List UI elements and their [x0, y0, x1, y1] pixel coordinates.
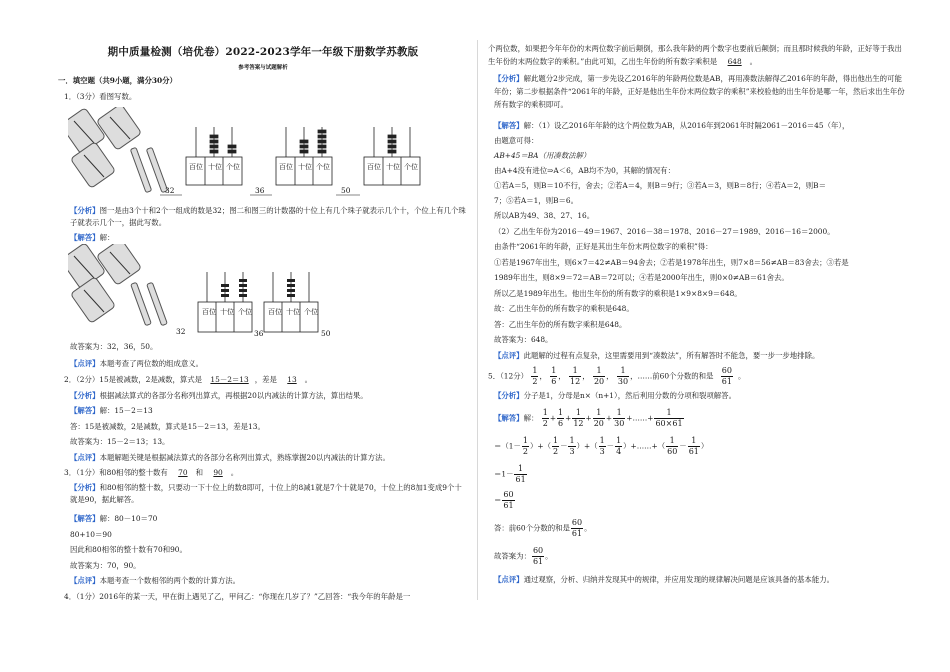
- q1-blank-3: 50: [341, 186, 351, 195]
- q5-comment: 【点评】通过观察，分析、归纳并发现其中的规律，并应用发现的规律解决问题是应该具备的基本能力。: [494, 575, 834, 584]
- q1-analysis: 【分析】图一是由3个十和2个一组成的数是32；图二和图三的计数器的十位上有几个珠子就表示几个十，个位上有几个珠子就表示几个一，据此写数。: [70, 206, 466, 228]
- q5-fraction: $\frac{1}{30}$: [617, 366, 629, 386]
- q4-solution-11: 1989年出生，则8×9＝72＝AB＝72可以；④若是2000年出生，则0×0≠AB＝61舍去。: [494, 273, 789, 282]
- abacus-1: [186, 127, 242, 185]
- q4-comment: 【点评】此题解的过程有点复杂，这里需要用到“凑数法”，所有解答时不能急，要一步一步地排除。: [494, 351, 820, 360]
- abacus-label: 十位: [208, 163, 222, 171]
- q1-blank-1: 32: [165, 186, 175, 195]
- q5-fraction: $\frac{1}{12}$: [570, 366, 581, 386]
- q3-solution-4: 故答案为：70，90。: [70, 561, 141, 570]
- q3-solution-2: 80+10＝90: [70, 530, 112, 539]
- q4-solution-4: 由A+4没有进位⇒A＜6，AB均不为0，其解的情况有：: [494, 166, 675, 175]
- q1-figure: [68, 107, 468, 202]
- q4-solution-10: ①若是1967年出生，则6×7＝42≠AB＝94舍去；②若是1978年出生，则7×8＝56≠AB＝83舍去；③若是: [494, 258, 849, 267]
- abacus-label: 十位: [286, 308, 300, 316]
- q3-blank-2: 90: [213, 468, 223, 477]
- q2-blank-1: 15－2＝13: [210, 375, 249, 384]
- page-title: 期中质量检测（培优卷）2022-2023学年一年级下册数学苏教版: [107, 46, 419, 58]
- analysis-tag: 【分析】: [70, 206, 100, 215]
- q1-solution: 【解答】解：: [70, 233, 115, 242]
- q4-stem-continued: 个两位数，如果把今年年份的末两位数字前后颠倒，那么我年龄的两个数字也要前后颠倒；而且那时候我的年龄，正好等于我出生年份的末两位数字的乘积。”由此可知，乙出生年份的所有数字乘积是 648 。: [488, 44, 902, 66]
- q3-stem: 3．（1分）和80相邻的整十数有 70 和 90 。: [64, 468, 239, 477]
- abacus-3: [364, 127, 420, 185]
- abacus-label: 个位: [226, 163, 240, 171]
- q1-solution-value-3: 50: [321, 329, 331, 338]
- q4-solution-5: ①若A＝5，则B＝10不行，舍去；②若A＝4，则B＝9行；③若A＝3，则B＝8行；④若A＝2，则B＝: [494, 181, 826, 190]
- q5-solution-step-c: ＝1－ $\frac{1}{61}$: [494, 464, 526, 484]
- column-divider: [477, 40, 478, 600]
- q5-fraction: $\frac{1}{2}$: [532, 366, 538, 386]
- abacus-label: 百位: [268, 308, 282, 316]
- q3-analysis: 【分析】和80相邻的整十数，只要动一下十位上的数8即可，十位上的8减1就是7个十就是70，十位上的8加1变成9个十就是90，据此解答。: [70, 483, 462, 505]
- q4-solution-2: 由题意可得：: [494, 136, 539, 145]
- q4-solution-1: 【解答】解：（1）设乙2016年年龄的这个两位数为AB，从2016年到2061年时隔2061－2016＝45（年），: [494, 121, 850, 130]
- abacus-label: 百位: [367, 163, 381, 171]
- abacus-label: 百位: [189, 163, 203, 171]
- q2-solution-1: 【解答】解：15－2＝13: [70, 406, 153, 415]
- q2-stem: 2．（2分）15是被减数，2是减数，算式是 15－2＝13 ，差是 13 。: [64, 375, 313, 384]
- abacus-label: 个位: [404, 163, 418, 171]
- q4-analysis: 【分析】解此题分2步完成，第一步先设乙2016年的年龄两位数是AB，再用凑数法解得乙2016年的年龄，得出他出生的可能年份；第二步根据条件“2061年的年龄，正好是他出生年份末两位数字的乘积”来校验他的出生年份是哪一年，然后求出生年份所有数字的乘积即可。: [494, 74, 905, 109]
- q2-blank-2: 13: [287, 375, 297, 384]
- q5-stem: 5．（12分） $\frac{1}{2}$ ， $\frac{1}{6}$ ， $\frac{1}{12}$ ， $\frac{1}{20}$ ， $\frac{1}{30}$ ，……前60个分数的和是 $\frac{60}{61}$ 。: [488, 366, 746, 386]
- q1-answer: 故答案为：32，36，50。: [70, 342, 158, 351]
- stick-bundles: [68, 107, 168, 193]
- q1-solution-figure: [68, 244, 368, 338]
- q5-solution-step-d: ＝ $\frac{60}{61}$: [494, 490, 514, 510]
- q4-stem: 4．（1分）2016年的某一天，甲在街上遇见了乙，甲问乙：“你现在几岁了？”乙回答：“我今年的年龄是一: [64, 592, 411, 601]
- q5-answer: 答：前60个分数的和是 $\frac{60}{61}$ 。: [494, 518, 592, 538]
- q5-fraction: $\frac{1}{20}$: [593, 366, 605, 386]
- q4-solution-3: AB+45＝BA（用凑数法解）: [494, 151, 591, 160]
- q1-stem: 1．（3分）看图写数。: [64, 92, 137, 101]
- q3-comment: 【点评】本题考查一个数相邻的两个数的计算方法。: [70, 576, 241, 585]
- q1-solution-value-2: 36: [254, 329, 264, 338]
- q2-solution-2: 答：15是被减数，2是减数，算式是15－2＝13，差是13。: [70, 422, 265, 431]
- abacus-label: 百位: [279, 163, 293, 171]
- abacus-label: 十位: [298, 163, 312, 171]
- abacus-label: 百位: [202, 308, 216, 316]
- abacus-2: [276, 127, 332, 185]
- q4-solution-7: 所以AB为49、38、27、16。: [494, 211, 595, 220]
- abacus-label: 十位: [220, 308, 234, 316]
- q1-blanks: [160, 186, 360, 195]
- q1-comment: 【点评】本题考查了两位数的组成意义。: [70, 359, 204, 368]
- q5-final: 故答案为： $\frac{60}{61}$ 。: [494, 546, 553, 566]
- q2-comment: 【点评】本题解题关键是根据减法算式的各部分名称列出算式，熟练掌握20以内减法的计算方法。: [70, 453, 390, 462]
- page-subtitle: 参考答案与试题解析: [238, 65, 288, 71]
- section-heading: 一．填空题（共9小题，满分30分）: [58, 76, 177, 85]
- q1-solution-value-1: 32: [176, 327, 186, 336]
- q3-solution-3: 因此和80相邻的整十数有70和90。: [70, 545, 187, 554]
- q3-blank-1: 70: [178, 468, 188, 477]
- q2-analysis: 【分析】根据减法算式的各部分名称列出算式，再根据20以内减法的计算方法，算出结果。: [70, 391, 368, 400]
- q4-solution-8: （2）乙出生年份为2016－49＝1967、2016－38＝1978、2016－27＝1989、2016－16＝2000。: [494, 227, 835, 236]
- q4-solution-12: 所以乙是1989年出生。他出生年份的所有数字的乘积是1×9×8×9＝648。: [494, 289, 742, 298]
- q5-fraction: $\frac{1}{6}$: [551, 366, 557, 386]
- q4-solution-14: 答：乙出生年份的所有数字乘积是648。: [494, 320, 627, 329]
- q3-solution-1: 【解答】解：80－10＝70: [70, 514, 158, 523]
- q5-solution-step-b: ＝（1－ $\frac{1}{2}$ ）+（ $\frac{1}{2}$ － $\frac{1}{3}$ ）+（ $\frac{1}{3}$ － $\frac{1}{4}$ ）+……+（ $\frac{1}{60}$ － $\frac{1}{61}$ ）: [494, 436, 709, 456]
- q5-analysis: 【分析】分子是1，分母是n×（n+1），然后利用分数的分项和裂项解答。: [494, 391, 736, 400]
- q5-blank: $\frac{60}{61}$: [721, 366, 732, 386]
- q4-solution-15: 故答案为：648。: [494, 335, 553, 344]
- abacus-label: 个位: [238, 308, 252, 316]
- q4-solution-9: 由条件“2061年的年龄，正好是其出生年份末两位数字的乘积”得：: [494, 242, 713, 251]
- q4-solution-6: 7；⑤若A＝1，则B＝6。: [494, 196, 579, 205]
- abacus-label: 个位: [316, 163, 330, 171]
- q4-blank: 648: [727, 57, 742, 66]
- q5-solution-step-a: 【解答】解： $\frac{1}{2}$ + $\frac{1}{6}$ + $\frac{1}{12}$ + $\frac{1}{20}$ + $\frac{1}{30}$ +……+ $\frac{1}{60\times 61}$: [494, 408, 683, 428]
- abacus-label: 个位: [304, 308, 318, 316]
- solution-tag: 【解答】: [70, 233, 100, 242]
- q4-solution-13: 故：乙出生年份的所有数字的乘积是648。: [494, 304, 634, 313]
- q1-blank-2: 36: [255, 186, 265, 195]
- abacus-label: 十位: [386, 163, 400, 171]
- q2-solution-3: 故答案为：15－2＝13；13。: [70, 437, 170, 446]
